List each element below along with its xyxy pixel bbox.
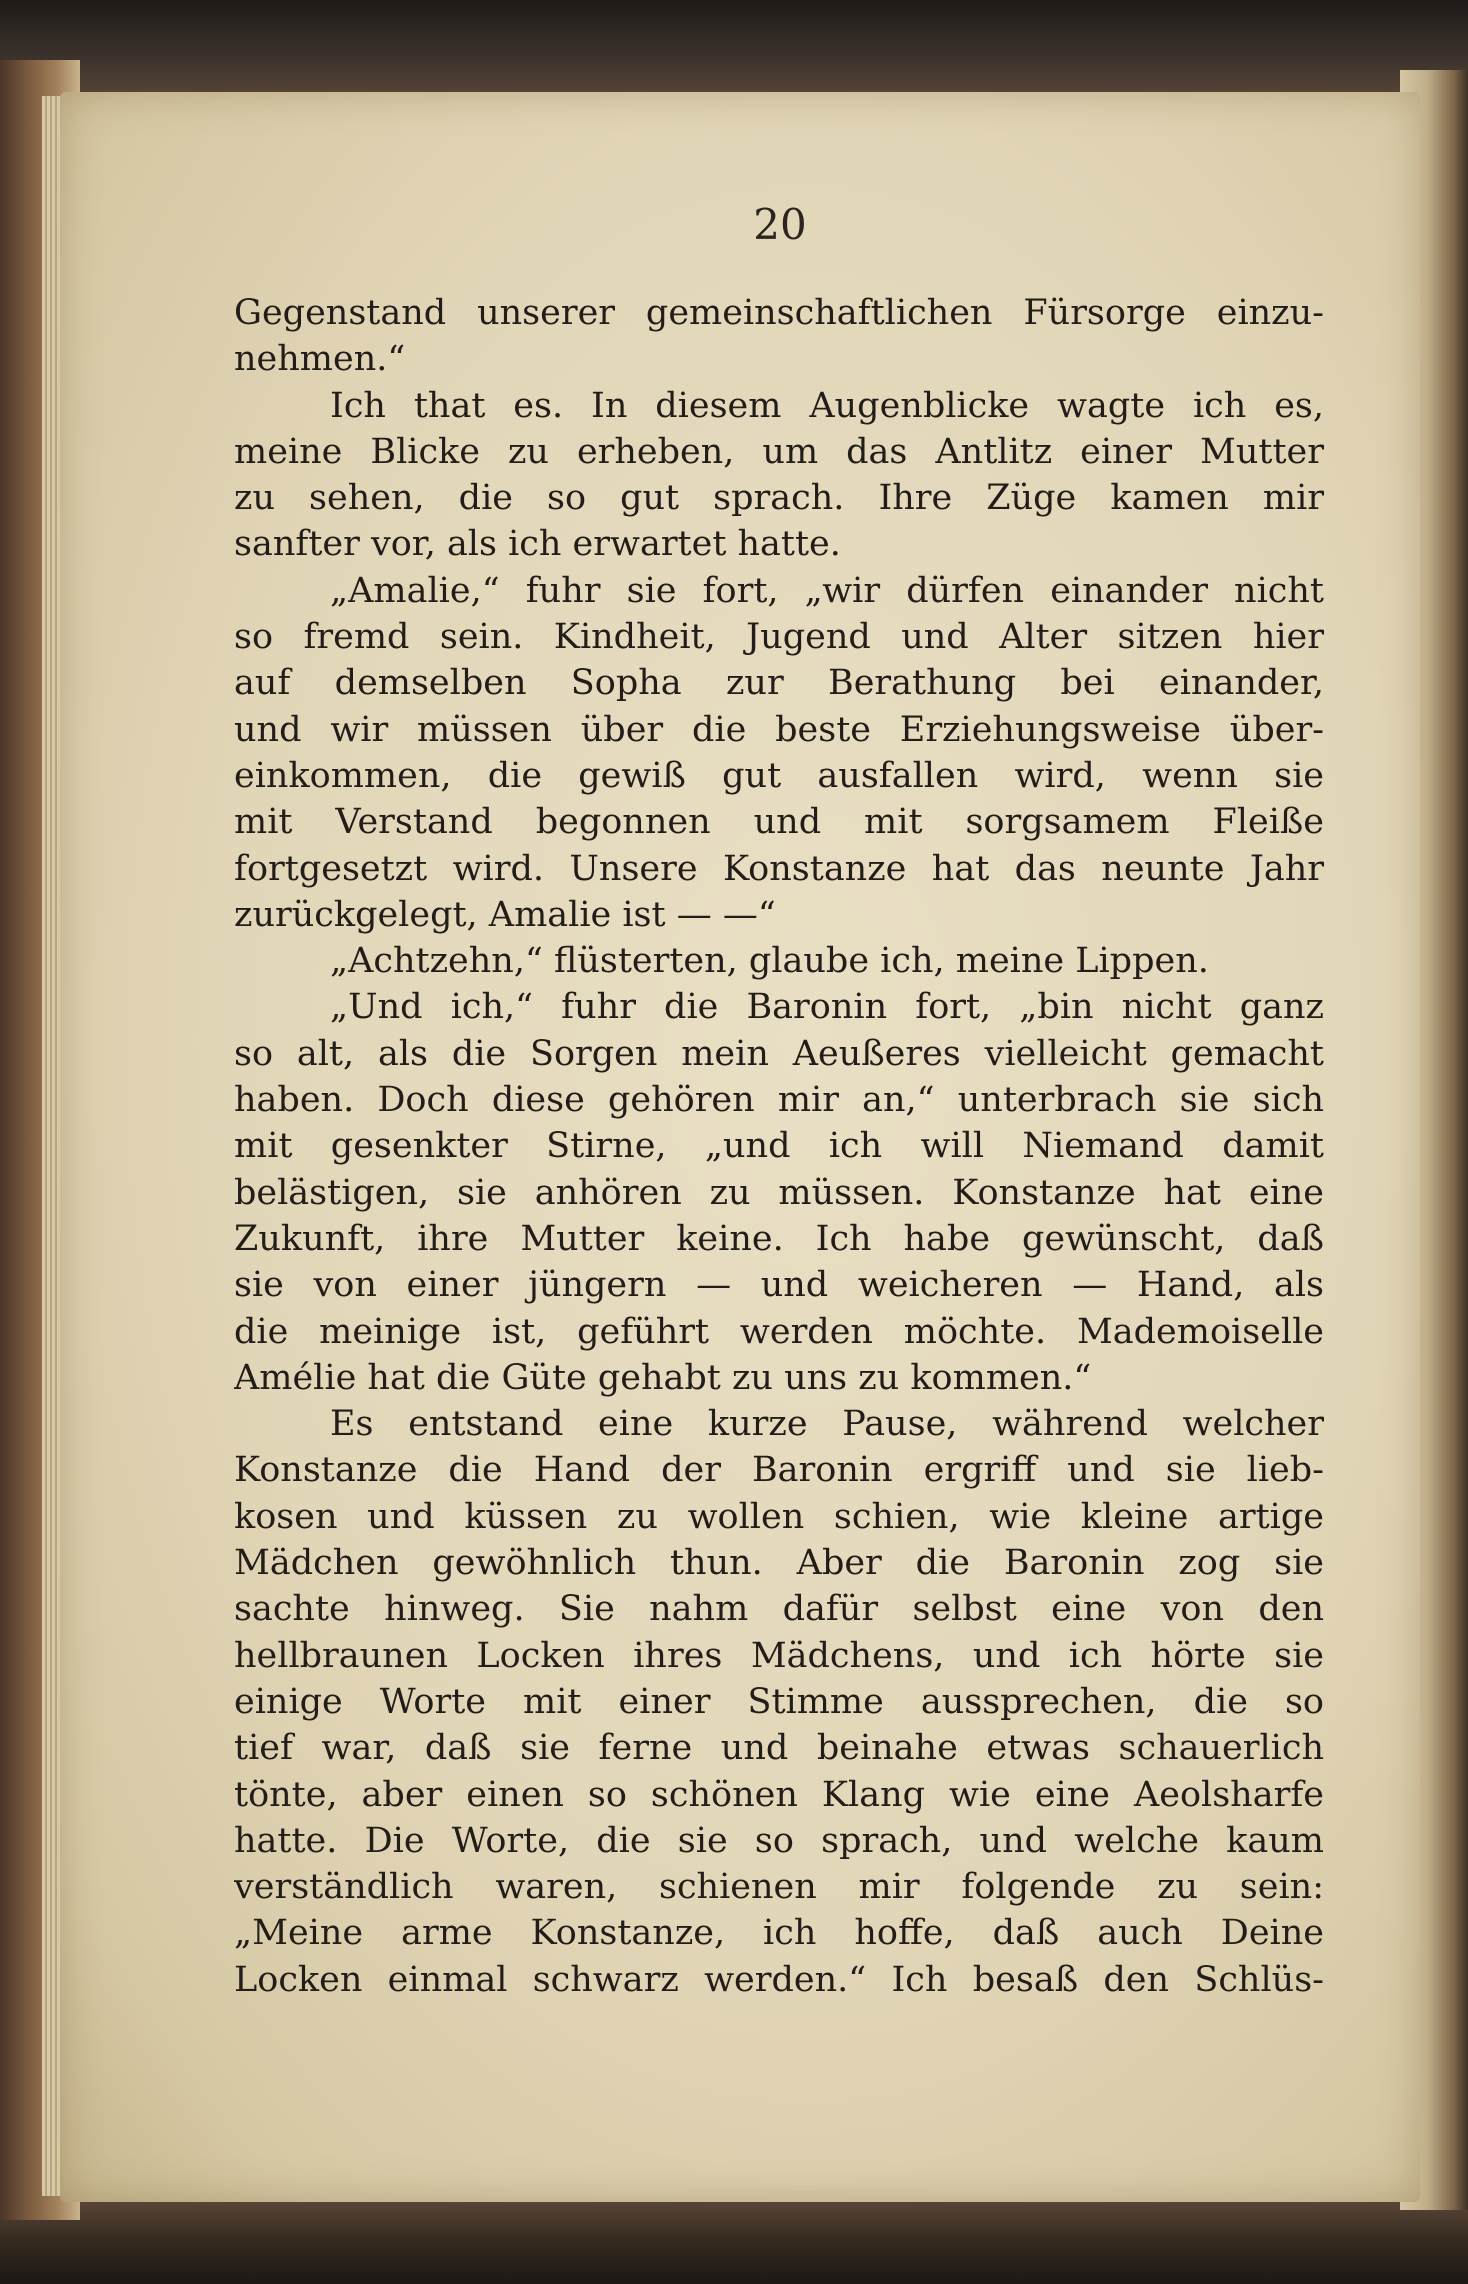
text-line: die meinige ist, geführt werden möchte. Mademoiselle (234, 1311, 1324, 1352)
text-line: mit gesenkter Stirne, „und ich will Niemand damit (234, 1126, 1324, 1167)
book-cover-top-edge (0, 0, 1468, 100)
text-line: Konstanze die Hand der Baronin ergriff und sie lieb- (234, 1450, 1324, 1491)
text-line: Zukunft, ihre Mutter keine. Ich habe gewünscht, daß (234, 1218, 1324, 1259)
text-line: so fremd sein. Kindheit, Jugend und Alter sitzen hier (234, 617, 1324, 658)
text-line: Locken einmal schwarz werden.“ Ich besaß den Schlüs- (234, 1959, 1324, 2000)
text-line: „Meine arme Konstanze, ich hoffe, daß auch Deine (234, 1913, 1324, 1954)
text-line: hatte. Die Worte, die sie so sprach, und welche kaum (234, 1820, 1324, 1861)
text-line: tönte, aber einen so schönen Klang wie eine Aeolsharfe (234, 1774, 1324, 1815)
text-line: Ich that es. In diesem Augenblicke wagte ich es, (330, 385, 1324, 426)
text-line: haben. Doch diese gehören mir an,“ unterbrach sie sich (234, 1080, 1324, 1121)
text-line: mit Verstand begonnen und mit sorgsamem Fleiße (234, 802, 1324, 843)
page-body-text (234, 290, 1324, 2003)
text-line: auf demselben Sopha zur Berathung bei einander, (234, 663, 1324, 704)
text-line: sachte hinweg. Sie nahm dafür selbst eine von den (234, 1589, 1324, 1630)
text-line: kosen und küssen zu wollen schien, wie kleine artige (234, 1496, 1324, 1537)
text-line: verständlich waren, schienen mir folgende zu sein: (234, 1867, 1324, 1908)
text-line: so alt, als die Sorgen mein Aeußeres vielleicht gemacht (234, 1033, 1324, 1074)
text-line: einige Worte mit einer Stimme aussprechen, die so (234, 1681, 1324, 1722)
text-line: „Achtzehn,“ flüsterten, glaube ich, meine Lippen. (330, 941, 1209, 982)
text-line: hellbraunen Locken ihres Mädchens, und ich hörte sie (234, 1635, 1324, 1676)
text-line: Mädchen gewöhnlich thun. Aber die Baronin zog sie (234, 1543, 1324, 1584)
text-line: sanfter vor, als ich erwartet hatte. (234, 524, 841, 565)
text-line: zurückgelegt, Amalie ist — —“ (234, 894, 776, 935)
text-line: tief war, daß sie ferne und beinahe etwas schauerlich (234, 1728, 1324, 1769)
page-number: 20 (753, 200, 807, 249)
text-line: belästigen, sie anhören zu müssen. Konstanze hat eine (234, 1172, 1324, 1213)
text-line: sie von einer jüngern — und weicheren — Hand, als (234, 1265, 1324, 1306)
text-line: und wir müssen über die beste Erziehungsweise über- (234, 709, 1324, 750)
text-line: Es entstand eine kurze Pause, während welcher (330, 1404, 1324, 1445)
text-line: meine Blicke zu erheben, um das Antlitz einer Mutter (234, 431, 1324, 472)
text-line: nehmen.“ (234, 339, 406, 380)
text-line: fortgesetzt wird. Unsere Konstanze hat das neunte Jahr (234, 848, 1324, 889)
text-line: einkommen, die gewiß gut ausfallen wird, wenn sie (234, 755, 1324, 796)
text-line: „Und ich,“ fuhr die Baronin fort, „bin nicht ganz (330, 987, 1324, 1028)
text-line: „Amalie,“ fuhr sie fort, „wir dürfen einander nicht (330, 570, 1324, 611)
text-line: Gegenstand unserer gemeinschaftlichen Fürsorge einzu- (234, 293, 1324, 333)
book-cover-bottom-edge (0, 2200, 1468, 2284)
text-line: Amélie hat die Güte gehabt zu uns zu kommen.“ (234, 1357, 1092, 1398)
text-line: zu sehen, die so gut sprach. Ihre Züge kamen mir (234, 478, 1324, 519)
